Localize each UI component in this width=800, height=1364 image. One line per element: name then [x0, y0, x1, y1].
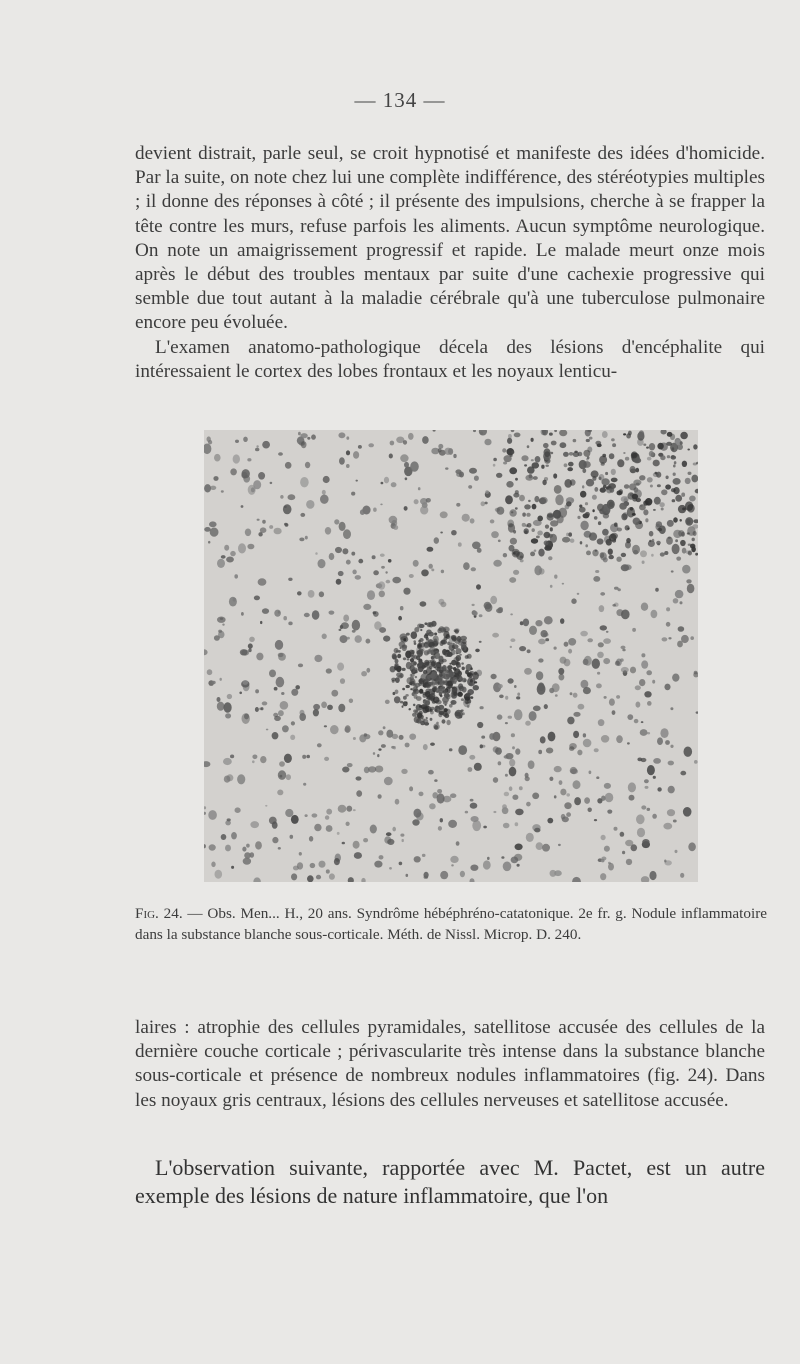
paragraph-2-text: L'examen anatomo-pathologique décela des lésions d'encéphalite qui intéressaient le cortex des lobes frontaux et les noyaux lenticu-: [135, 336, 765, 382]
body-paragraph-3: laires : atrophie des cellules pyramidales, satellitose accusée des cellules de la dernière couche corticale ; périvascularite très intense dans la substance blanche sous-corticale et présence de nombreux nodules inflammatoires (fig. 24). Dans les noyaux gris centraux, lésions des cellules nerveuses et satellitose accusée.: [135, 1017, 765, 1111]
body-paragraph-4: [135, 1154, 765, 1210]
figure-label: Fig. 24.: [135, 905, 183, 922]
figure-caption: [135, 904, 767, 945]
figure-caption-text: — Obs. Men... H., 20 ans. Syndrôme hébéphréno-catatonique. 2e fr. g. Nodule inflammatoire dans la substance blanche sous-corticale. Méth. de Nissl. Microp. D. 240.: [135, 905, 767, 943]
page-number: — 134 —: [354, 88, 446, 112]
paragraph-1-text: devient distrait, parle seul, se croit hypnotisé et manifeste des idées d'homicide. Par la suite, on note chez lui une complète indifférence, des stéréotypies multiples ; il donne des réponses à côté ; il présente des impulsions, cherche à se frapper la tête contre les murs, refuse parfois les aliments. Aucun symptôme neurologique. On note un amaigrissement progressif et rapide. Le malade meurt onze mois après le début des troubles mentaux par suite d'une cachexie progressive qui semble due tout autant à la maladie cérébrale qu'à une tuberculose pulmonaire encore peu évoluée.: [135, 143, 765, 334]
paragraph-4-text: L'observation suivante, rapportée avec M. Pactet, est un autre exemple des lésions de nature inflammatoire, que l'on: [135, 1155, 765, 1208]
body-paragraph-1: [135, 142, 765, 384]
micrograph-image: [204, 430, 698, 882]
micrograph-figure: [204, 430, 698, 882]
